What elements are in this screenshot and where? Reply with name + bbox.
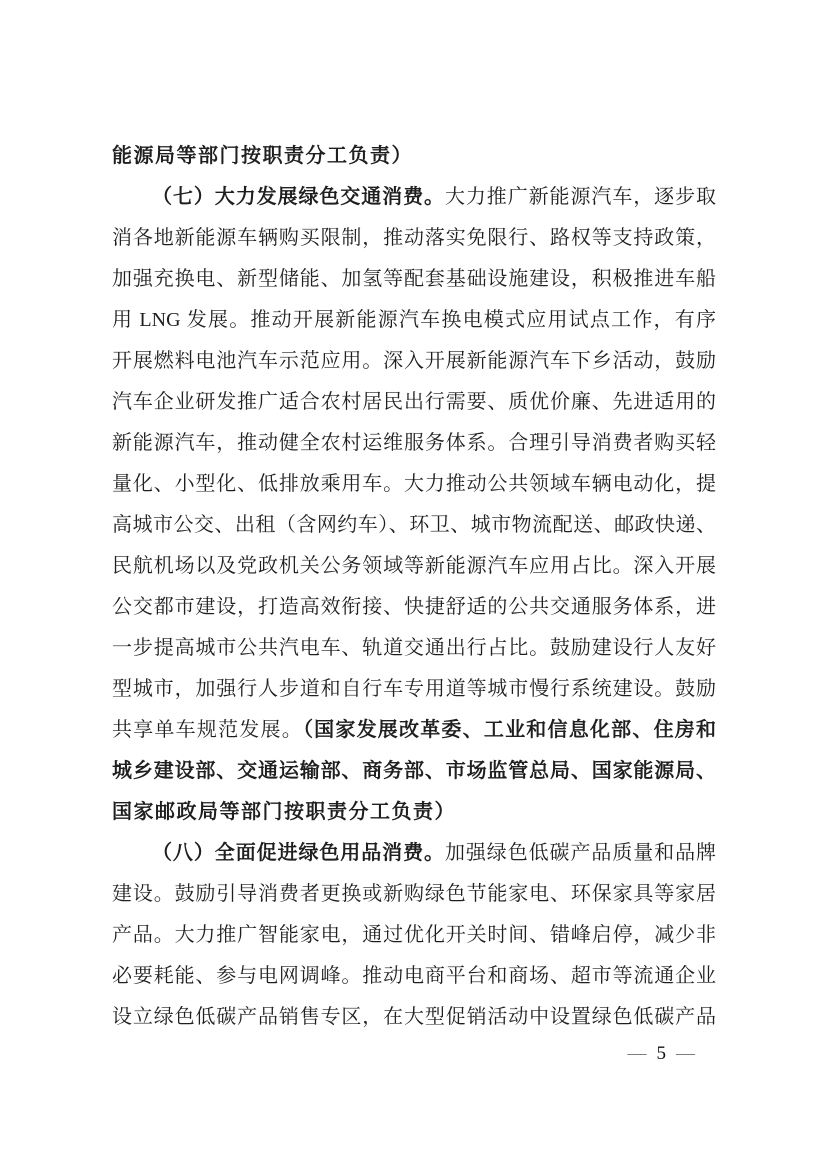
page-number-value: 5 xyxy=(656,1043,666,1064)
text-segment-kai-bold: 能源局等部门按职责分工负责） xyxy=(112,145,413,167)
text-segment-song: 建设。鼓励引导消费者更换或新购绿色节能家电、环保家具等家居 xyxy=(112,883,716,905)
text-segment-song: 大力推广新能源汽车，逐步取 xyxy=(444,186,717,208)
text-segment-song: 开展燃料电池汽车示范应用。深入开展新能源汽车下乡活动，鼓励 xyxy=(112,350,716,372)
text-segment-kai-bold: （七）大力发展绿色交通消费。 xyxy=(152,186,445,208)
document-line xyxy=(112,833,716,874)
document-line xyxy=(112,300,716,341)
document-line xyxy=(112,628,716,669)
document-line xyxy=(112,956,716,997)
text-segment-song: 共享单车规范发展。 xyxy=(112,719,303,741)
document-line xyxy=(112,177,716,218)
document-line xyxy=(112,546,716,587)
text-segment-kai-bold: 城乡建设部、交通运输部、商务部、市场监管总局、国家能源局、 xyxy=(112,760,716,782)
text-segment-song: 用 LNG 发展。推动开展新能源汽车换电模式应用试点工作，有序 xyxy=(112,309,716,331)
document-line xyxy=(112,505,716,546)
text-segment-song: 消各地新能源车辆购买限制，推动落实免限行、路权等支持政策， xyxy=(112,227,716,249)
document-line xyxy=(112,423,716,464)
page-number-right-dash: — xyxy=(676,1043,695,1064)
document-line xyxy=(112,382,716,423)
text-segment-song: 公交都市建设，打造高效衔接、快捷舒适的公共交通服务体系，进 xyxy=(112,596,716,618)
document-line xyxy=(112,915,716,956)
text-segment-song: 设立绿色低碳产品销售专区，在大型促销活动中设置绿色低碳产品 xyxy=(112,1006,716,1028)
document-line xyxy=(112,464,716,505)
document-line xyxy=(112,136,716,177)
text-segment-song: 一步提高城市公共汽电车、轨道交通出行占比。鼓励建设行人友好 xyxy=(112,637,716,659)
text-segment-song: 必要耗能、参与电网调峰。推动电商平台和商场、超市等流通企业 xyxy=(112,965,716,987)
document-line xyxy=(112,587,716,628)
text-segment-kai-bold: （国家发展改革委、工业和信息化部、住房和 xyxy=(302,719,717,741)
text-segment-kai-bold: （八）全面促进绿色用品消费。 xyxy=(152,842,445,864)
page-number-left-dash: — xyxy=(627,1043,647,1064)
document-line xyxy=(112,997,716,1038)
document-body xyxy=(112,136,716,1038)
text-segment-song: 型城市，加强行人步道和自行车专用道等城市慢行系统建设。鼓励 xyxy=(112,678,716,700)
document-line xyxy=(112,341,716,382)
document-line xyxy=(112,792,716,833)
text-segment-song: 民航机场以及党政机关公务领域等新能源汽车应用占比。深入开展 xyxy=(112,555,716,577)
text-segment-song: 汽车企业研发推广适合农村居民出行需要、质优价廉、先进适用的 xyxy=(112,391,716,413)
text-segment-song: 量化、小型化、低排放乘用车。大力推动公共领域车辆电动化，提 xyxy=(112,473,716,495)
document-line xyxy=(112,751,716,792)
text-segment-song: 产品。大力推广智能家电，通过优化开关时间、错峰启停，减少非 xyxy=(112,924,716,946)
document-line xyxy=(112,669,716,710)
document-line xyxy=(112,259,716,300)
text-segment-song: 高城市公交、出租（含网约车）、环卫、城市物流配送、邮政快递、 xyxy=(112,514,716,536)
text-segment-song: 加强绿色低碳产品质量和品牌 xyxy=(444,842,717,864)
document-line xyxy=(112,710,716,751)
text-segment-kai-bold: 国家邮政局等部门按职责分工负责） xyxy=(112,801,456,823)
document-line xyxy=(112,874,716,915)
text-segment-song: 新能源汽车，推动健全农村运维服务体系。合理引导消费者购买轻 xyxy=(112,432,716,454)
text-segment-song: 加强充换电、新型储能、加氢等配套基础设施建设，积极推进车船 xyxy=(112,268,716,290)
page-number xyxy=(618,1042,706,1066)
document-line xyxy=(112,218,716,259)
